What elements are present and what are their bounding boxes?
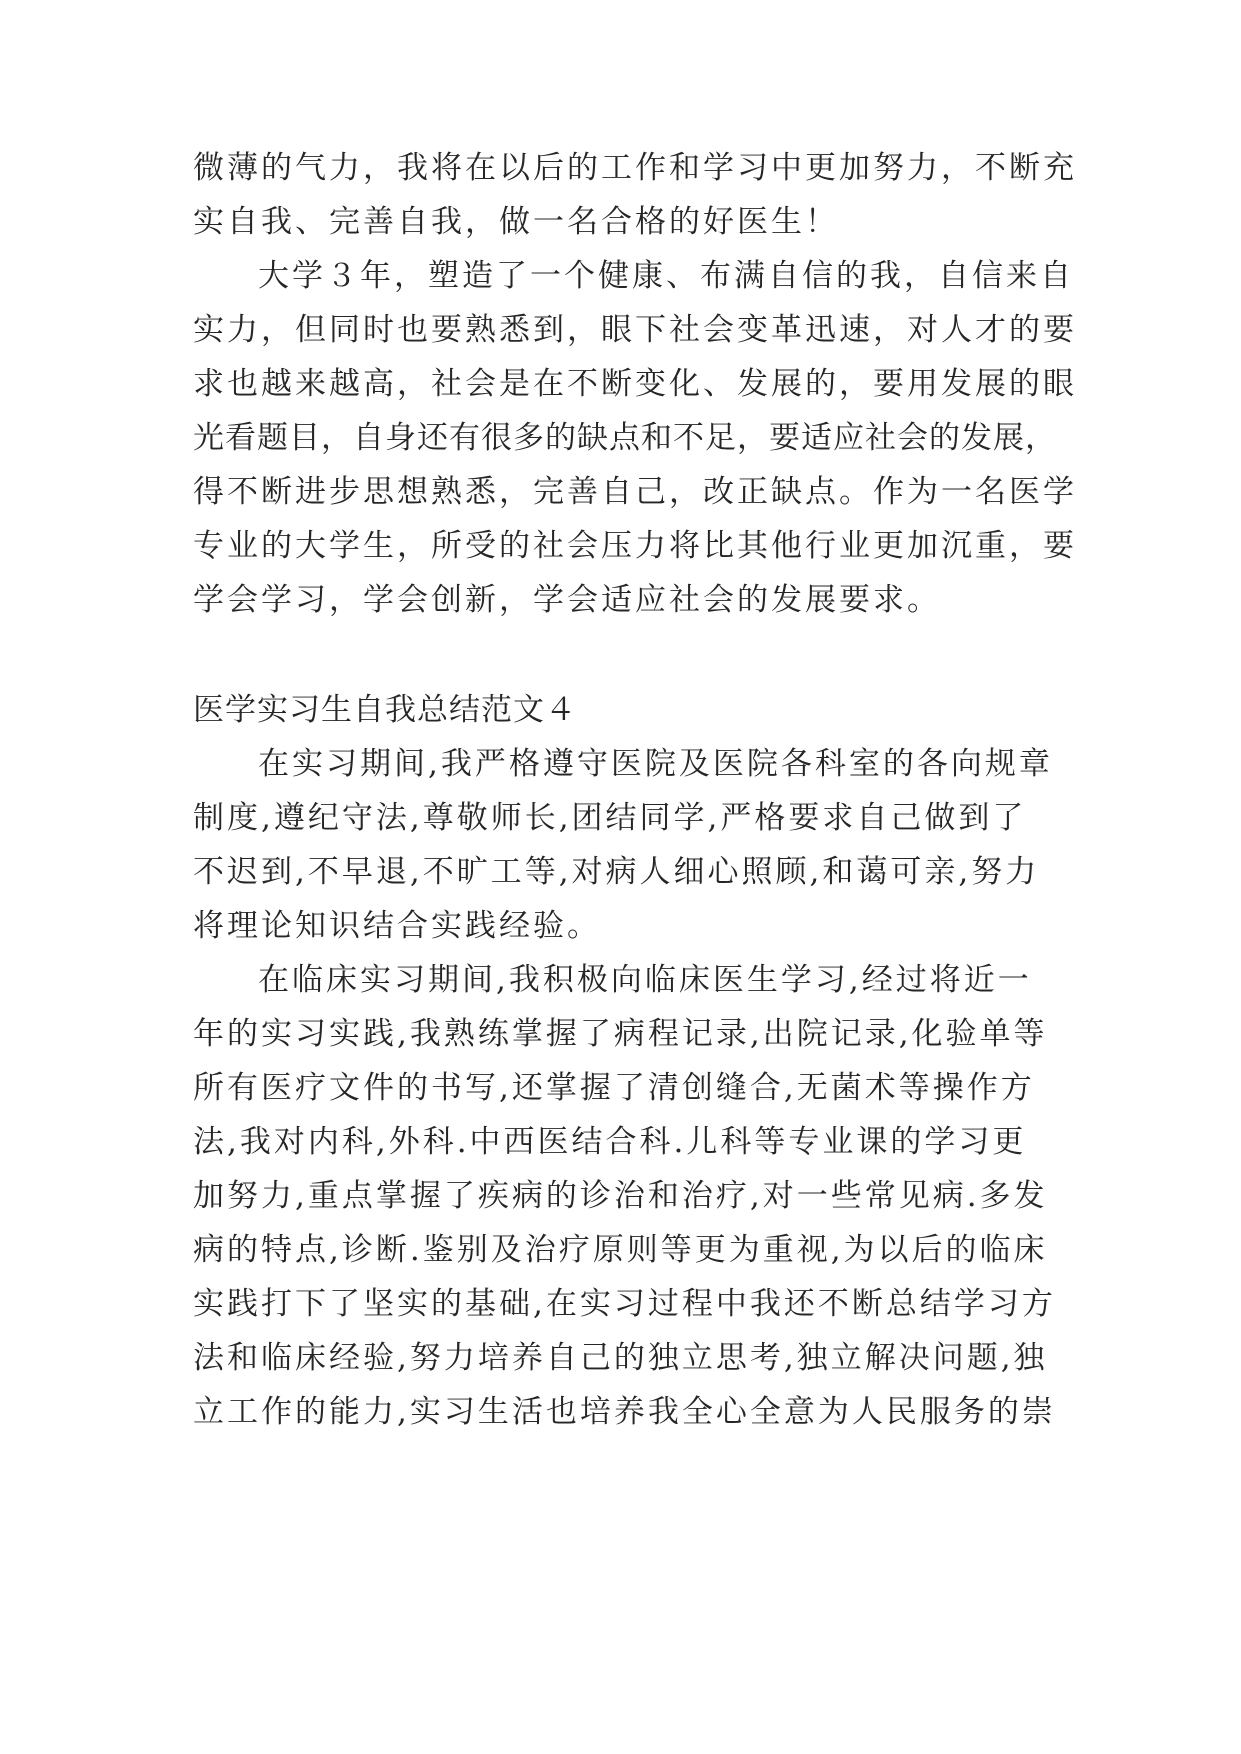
paragraph-line: 将理论知识结合实践经验。 — [193, 908, 601, 944]
paragraph-line: 专业的大学生，所受的社会压力将比其他行业更加沉重，要 — [193, 528, 1077, 564]
paragraph-line: 立工作的能力,实习生活也培养我全心全意为人民服务的崇 — [193, 1394, 1056, 1430]
paragraph-line: 得不断进步思想熟悉，完善自己，改正缺点。作为一名医学 — [193, 474, 1077, 510]
paragraph-line: 学会学习，学会创新，学会适应社会的发展要求。 — [193, 582, 941, 618]
paragraph-line: 实力，但同时也要熟悉到，眼下社会变革迅速，对人才的要 — [193, 312, 1077, 348]
paragraph-line: 光看题目，自身还有很多的缺点和不足，要适应社会的发展， — [193, 420, 1057, 456]
paragraph-line: 年的实习实践,我熟练掌握了病程记录,出院记录,化验单等 — [193, 1016, 1048, 1052]
paragraph-line: 病的特点,诊断.鉴别及治疗原则等更为重视,为以后的临床 — [193, 1232, 1048, 1268]
paragraph-line: 微薄的气力，我将在以后的工作和学习中更加努力，不断充 — [193, 150, 1077, 186]
paragraph-line: 实自我、完善自我，做一名合格的好医生！ — [193, 204, 839, 240]
paragraph-line: 在临床实习期间,我积极向临床医生学习,经过将近一 — [258, 962, 1032, 998]
paragraph-line: 不迟到,不早退,不旷工等,对病人细心照顾,和蔼可亲,努力 — [193, 854, 1040, 890]
paragraph-line: 所有医疗文件的书写,还掌握了清创缝合,无菌术等操作方 — [193, 1070, 1035, 1106]
paragraph-line: 实践打下了坚实的基础,在实习过程中我还不断总结学习方 — [193, 1286, 1056, 1322]
paragraph-line: 大学３年，塑造了一个健康、布满自信的我，自信来自 — [258, 258, 1074, 294]
paragraph-line: 加努力,重点掌握了疾病的诊治和治疗,对一些常见病.多发 — [193, 1178, 1048, 1214]
paragraph-line: 在实习期间,我严格遵守医院及医院各科室的各向规章 — [258, 746, 1053, 782]
paragraph-line: 求也越来越高，社会是在不断变化、发展的，要用发展的眼 — [193, 366, 1077, 402]
paragraph-line: 法和临床经验,努力培养自己的独立思考,独立解决问题,独 — [193, 1340, 1048, 1376]
paragraph-line: 法,我对内科,外科.中西医结合科.儿科等专业课的学习更 — [193, 1124, 1027, 1160]
paragraph-line: 制度,遵纪守法,尊敬师长,团结同学,严格要求自己做到了 — [193, 800, 1027, 836]
section-heading: 医学实习生自我总结范文４ — [193, 692, 577, 728]
